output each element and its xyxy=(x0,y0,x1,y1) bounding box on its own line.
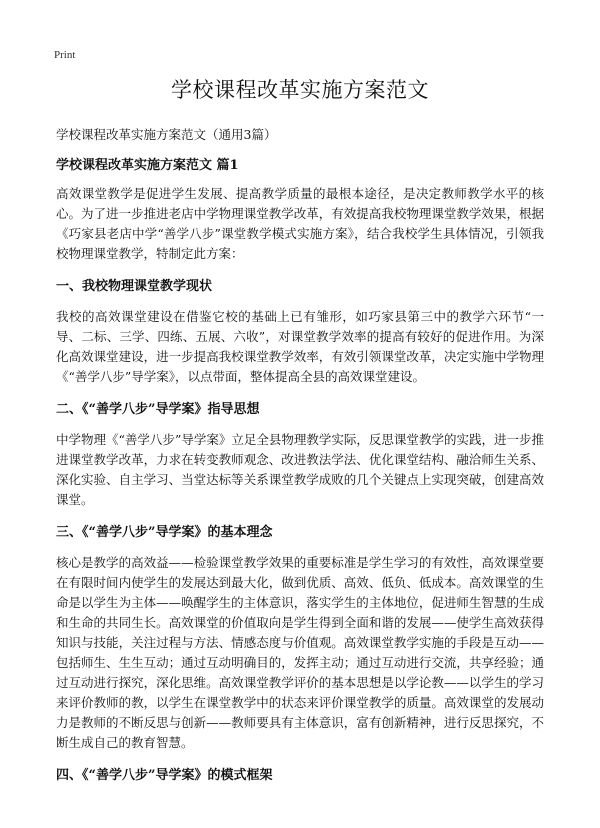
section-1-paragraph: 我校的高效课堂建设在借鉴它校的基础上已有雏形，如巧家县第三中的教学六环节“一导、二标、三学、四练、五展、六收”，对课堂教学效率的提高有较好的促进作用。为深化高效课堂建设，进一步提高我校课堂教学效率，有效引领课堂改革，决定实施中学物理《“善学八步”导学案》，以点带面，整体提高全县的高效课堂建设。 xyxy=(56,309,544,384)
section-1-heading: 一、我校物理课堂教学现状 xyxy=(56,279,213,294)
section-2-heading: 二、《“善学八步”导学案》指导思想 xyxy=(56,402,260,417)
section-4-heading: 四、《“善学八步”导学案》的模式框架 xyxy=(56,768,273,783)
section-2-paragraph: 中学物理《“善学八步”导学案》立足全县物理教学实际，反思课堂教学的实践，进一步推进课堂教学改革，力求在转变教师观念、改进教法学法、优化课堂结构、融洽师生关系、深化实验、自主学习、当堂达标等关系课堂教学成败的几个关键点上实现突破，创建高效课堂。 xyxy=(56,432,544,507)
print-label: Print xyxy=(54,49,76,61)
article-title: 学校课程改革实施方案范文 篇1 xyxy=(56,158,239,173)
section-3-paragraph: 核心是教学的高效益——检验课堂教学效果的重要标准是学生学习的有效性，高效课堂要在有限时间内使学生的发展达到最大化，做到优质、高效、低负、低成本。高效课堂的生命是以学生为主体——唤醒学生的主体意识，落实学生的主体地位，促进师生智慧的生成和生命的共同生长。高效课堂的价值取向是学生得到全面和谐的发展——使学生高效获得知识与技能，关注过程与方法、情感态度与价值观。高效课堂教学实施的手段是互动——包括师生、生生互动；通过互动明确目的，发挥主动；通过互动进行交流，共享经验；通过互动进行探究，深化思维。高效课堂教学评价的基本思想是以学论教——以学生的学习来评价教师的教，以学生在课堂教学中的状态来评价课堂教学的质量。高效课堂的发展动力是教师的不断反思与创新——教师要具有主体意识，富有创新精神，进行反思探究，不断生成自己的教育智慧。 xyxy=(56,555,544,750)
document-title: 学校课程改革实施方案范文 xyxy=(171,78,429,102)
section-3-heading: 三、《“善学八步”导学案》的基本理念 xyxy=(56,525,273,540)
document-subtitle: 学校课程改革实施方案范文（通用3篇） xyxy=(56,127,277,142)
intro-paragraph: 高效课堂教学是促进学生发展、提高教学质量的最根本途径，是决定教师教学水平的核心。为了进一步推进老店中学物理课堂教学改革，有效提高我校物理课堂教学效果，根据《巧家县老店中学“善学八步”课堂教学模式实施方案》，结合我校学生具体情况，引领我校物理课堂教学，特制定此方案： xyxy=(56,186,544,261)
